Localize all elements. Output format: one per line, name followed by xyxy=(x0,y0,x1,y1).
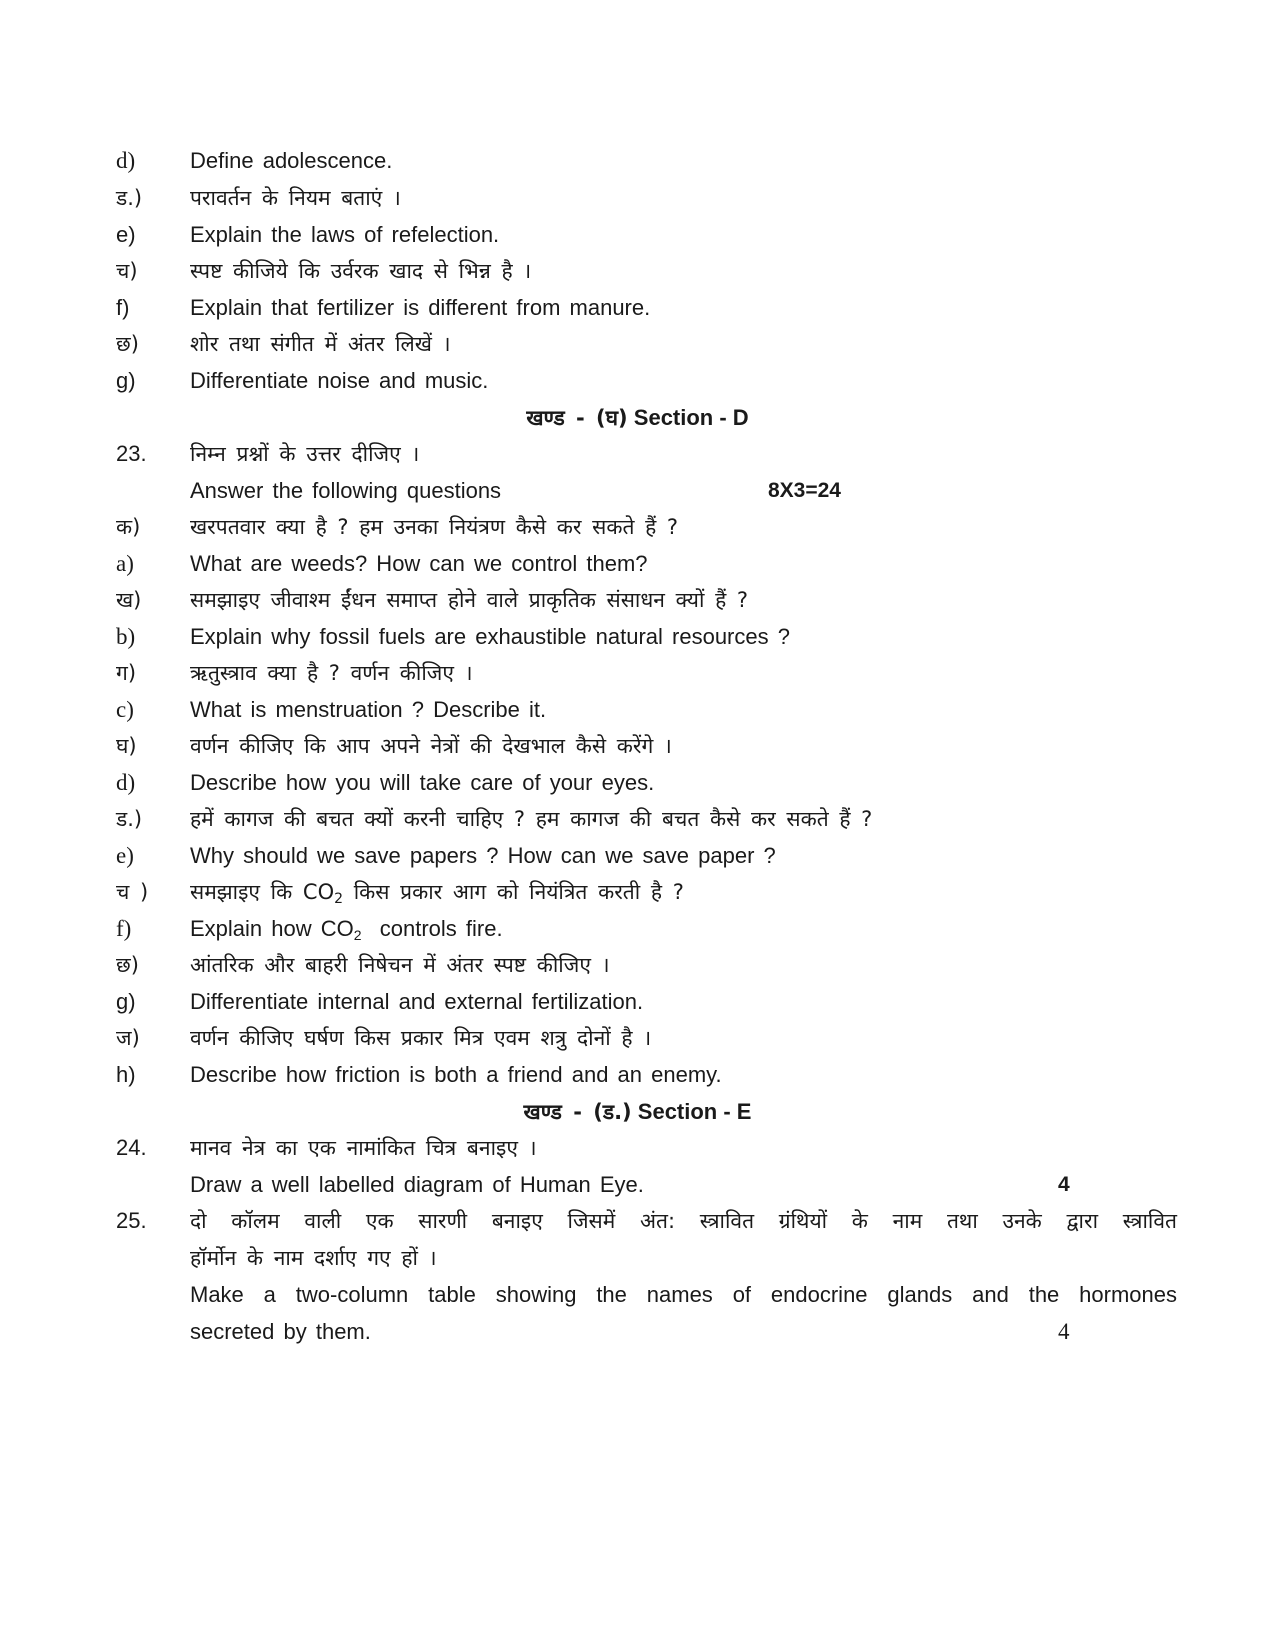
sub-question-label: h) xyxy=(116,1062,136,1087)
sub-question-label: f) xyxy=(116,916,132,941)
question-25-line xyxy=(0,1206,1275,1244)
question-line xyxy=(0,366,1275,404)
sub-question-text: Describe how you will take care of your eyes. xyxy=(190,770,655,795)
question-text-hindi: दो कॉलम वाली एक सारणी बनाइए जिसमें अंत: स्त्रावित ग्रंथियों के नाम तथा उनके द्वारा स्त्रावित xyxy=(190,1209,1177,1233)
question-24-line xyxy=(0,1133,1275,1171)
question-label: च) xyxy=(116,259,138,283)
question-label: ड.) xyxy=(116,186,143,210)
marks-label: 8X3=24 xyxy=(768,479,841,502)
sub-question-line xyxy=(0,1023,1275,1061)
sub-question-label: ड.) xyxy=(116,807,143,831)
question-text-english: Make a two-column table showing the names of endocrine glands and the hormones xyxy=(190,1282,1177,1307)
sub-question-text: Explain why fossil fuels are exhaustible natural resources ? xyxy=(190,624,790,649)
sub-question-line xyxy=(0,841,1275,879)
section-d-heading xyxy=(0,403,1275,433)
sub-question-text: वर्णन कीजिए घर्षण किस प्रकार मित्र एवम शत्रु दोनों है । xyxy=(190,1026,652,1050)
sub-question-label: ख) xyxy=(116,588,142,612)
sub-question-text: Describe how friction is both a friend and an enemy. xyxy=(190,1062,722,1087)
sub-question-line xyxy=(0,695,1275,733)
question-line xyxy=(0,293,1275,331)
marks-label: 4 xyxy=(1058,1319,1070,1344)
question-label: f) xyxy=(116,295,130,320)
question-text: शोर तथा संगीत में अंतर लिखें । xyxy=(190,332,451,356)
question-text-english: Answer the following questions xyxy=(190,478,502,503)
sub-question-label: ज) xyxy=(116,1026,140,1050)
sub-question-label: छ) xyxy=(116,953,139,977)
sub-question-line xyxy=(0,658,1275,696)
question-23-line xyxy=(0,439,1275,477)
sub-question-label: b) xyxy=(116,624,136,649)
question-25-english xyxy=(0,1280,1275,1318)
question-text: स्पष्ट कीजिये कि उर्वरक खाद से भिन्न है । xyxy=(190,259,532,283)
question-25-hindi-cont xyxy=(0,1243,1275,1281)
question-text-english: secreted by them. xyxy=(190,1319,371,1344)
sub-question-text: समझाइए जीवाश्म ईंधन समाप्त होने वाले प्राकृतिक संसाधन क्यों हैं ? xyxy=(190,588,749,612)
sub-question-label: घ) xyxy=(116,734,137,758)
question-24-english xyxy=(0,1170,1275,1208)
section-heading-english: Section - E xyxy=(637,1099,752,1124)
question-number: 24. xyxy=(116,1135,147,1160)
question-text-hindi: हॉर्मोन के नाम दर्शाए गए हों । xyxy=(190,1246,437,1270)
question-text: Differentiate noise and music. xyxy=(190,368,489,393)
sub-question-text: Why should we save papers ? How can we save paper ? xyxy=(190,843,776,868)
section-heading-hindi: खण्ड - (ड.) xyxy=(523,1100,632,1124)
question-text: Explain that fertilizer is different from manure. xyxy=(190,295,651,320)
section-e-heading xyxy=(0,1097,1275,1127)
sub-question-text: समझाइए कि $CO_2$ किस प्रकार आग को नियंत्रित करती है ? xyxy=(190,880,684,907)
question-text: Define adolescence. xyxy=(190,148,393,173)
question-line xyxy=(0,183,1275,221)
sub-question-label: ग) xyxy=(116,661,137,685)
question-label: छ) xyxy=(116,332,139,356)
question-text-hindi: निम्न प्रश्नों के उत्तर दीजिए । xyxy=(190,442,420,466)
question-25-english-cont xyxy=(0,1317,1275,1355)
sub-question-label: क) xyxy=(116,515,141,539)
sub-question-line xyxy=(0,950,1275,988)
sub-question-line xyxy=(0,512,1275,550)
sub-question-label: a) xyxy=(116,551,134,576)
sub-question-text: Differentiate internal and external fertilization. xyxy=(190,989,644,1014)
sub-question-label: g) xyxy=(116,989,136,1014)
sub-question-text: Explain how $CO_2$ controls fire. xyxy=(190,916,503,943)
question-label: e) xyxy=(116,222,136,247)
question-text: Explain the laws of refelection. xyxy=(190,222,500,247)
sub-question-text: What is menstruation ? Describe it. xyxy=(190,697,547,722)
sub-question-label: e) xyxy=(116,843,134,868)
question-23-instruction xyxy=(0,476,1275,514)
sub-question-line xyxy=(0,768,1275,806)
sub-question-text: खरपतवार क्या है ? हम उनका नियंत्रण कैसे कर सकते हैं ? xyxy=(190,515,679,539)
sub-question-label: d) xyxy=(116,770,136,795)
sub-question-line xyxy=(0,549,1275,587)
question-line xyxy=(0,220,1275,258)
question-number: 23. xyxy=(116,441,147,466)
sub-question-line xyxy=(0,804,1275,842)
sub-question-line xyxy=(0,622,1275,660)
sub-question-label: च ) xyxy=(116,880,149,904)
sub-question-line xyxy=(0,731,1275,769)
question-text-hindi: मानव नेत्र का एक नामांकित चित्र बनाइए । xyxy=(190,1136,537,1160)
sub-question-text: आंतरिक और बाहरी निषेचन में अंतर स्पष्ट कीजिए । xyxy=(190,953,610,977)
section-heading-hindi: खण्ड - (घ) xyxy=(526,406,628,430)
sub-question-line xyxy=(0,914,1275,952)
question-label: d) xyxy=(116,148,136,173)
sub-question-text: वर्णन कीजिए कि आप अपने नेत्रों की देखभाल कैसे करेंगे । xyxy=(190,734,672,758)
marks-label: 4 xyxy=(1058,1173,1070,1196)
question-label: g) xyxy=(116,368,136,393)
sub-question-line xyxy=(0,877,1275,915)
sub-question-label: c) xyxy=(116,697,134,722)
sub-question-text: ऋतुस्त्राव क्या है ? वर्णन कीजिए । xyxy=(190,661,473,685)
question-number: 25. xyxy=(116,1208,147,1233)
question-text-english: Draw a well labelled diagram of Human Eye. xyxy=(190,1172,644,1197)
question-line xyxy=(0,329,1275,367)
sub-question-line xyxy=(0,1060,1275,1098)
sub-question-text: What are weeds? How can we control them? xyxy=(190,551,648,576)
question-line xyxy=(0,146,1275,184)
section-heading-english: Section - D xyxy=(633,405,749,430)
question-text: परावर्तन के नियम बताएं । xyxy=(190,186,401,210)
sub-question-line xyxy=(0,987,1275,1025)
sub-question-line xyxy=(0,585,1275,623)
question-line xyxy=(0,256,1275,294)
sub-question-text: हमें कागज की बचत क्यों करनी चाहिए ? हम कागज की बचत कैसे कर सकते हैं ? xyxy=(190,807,873,831)
